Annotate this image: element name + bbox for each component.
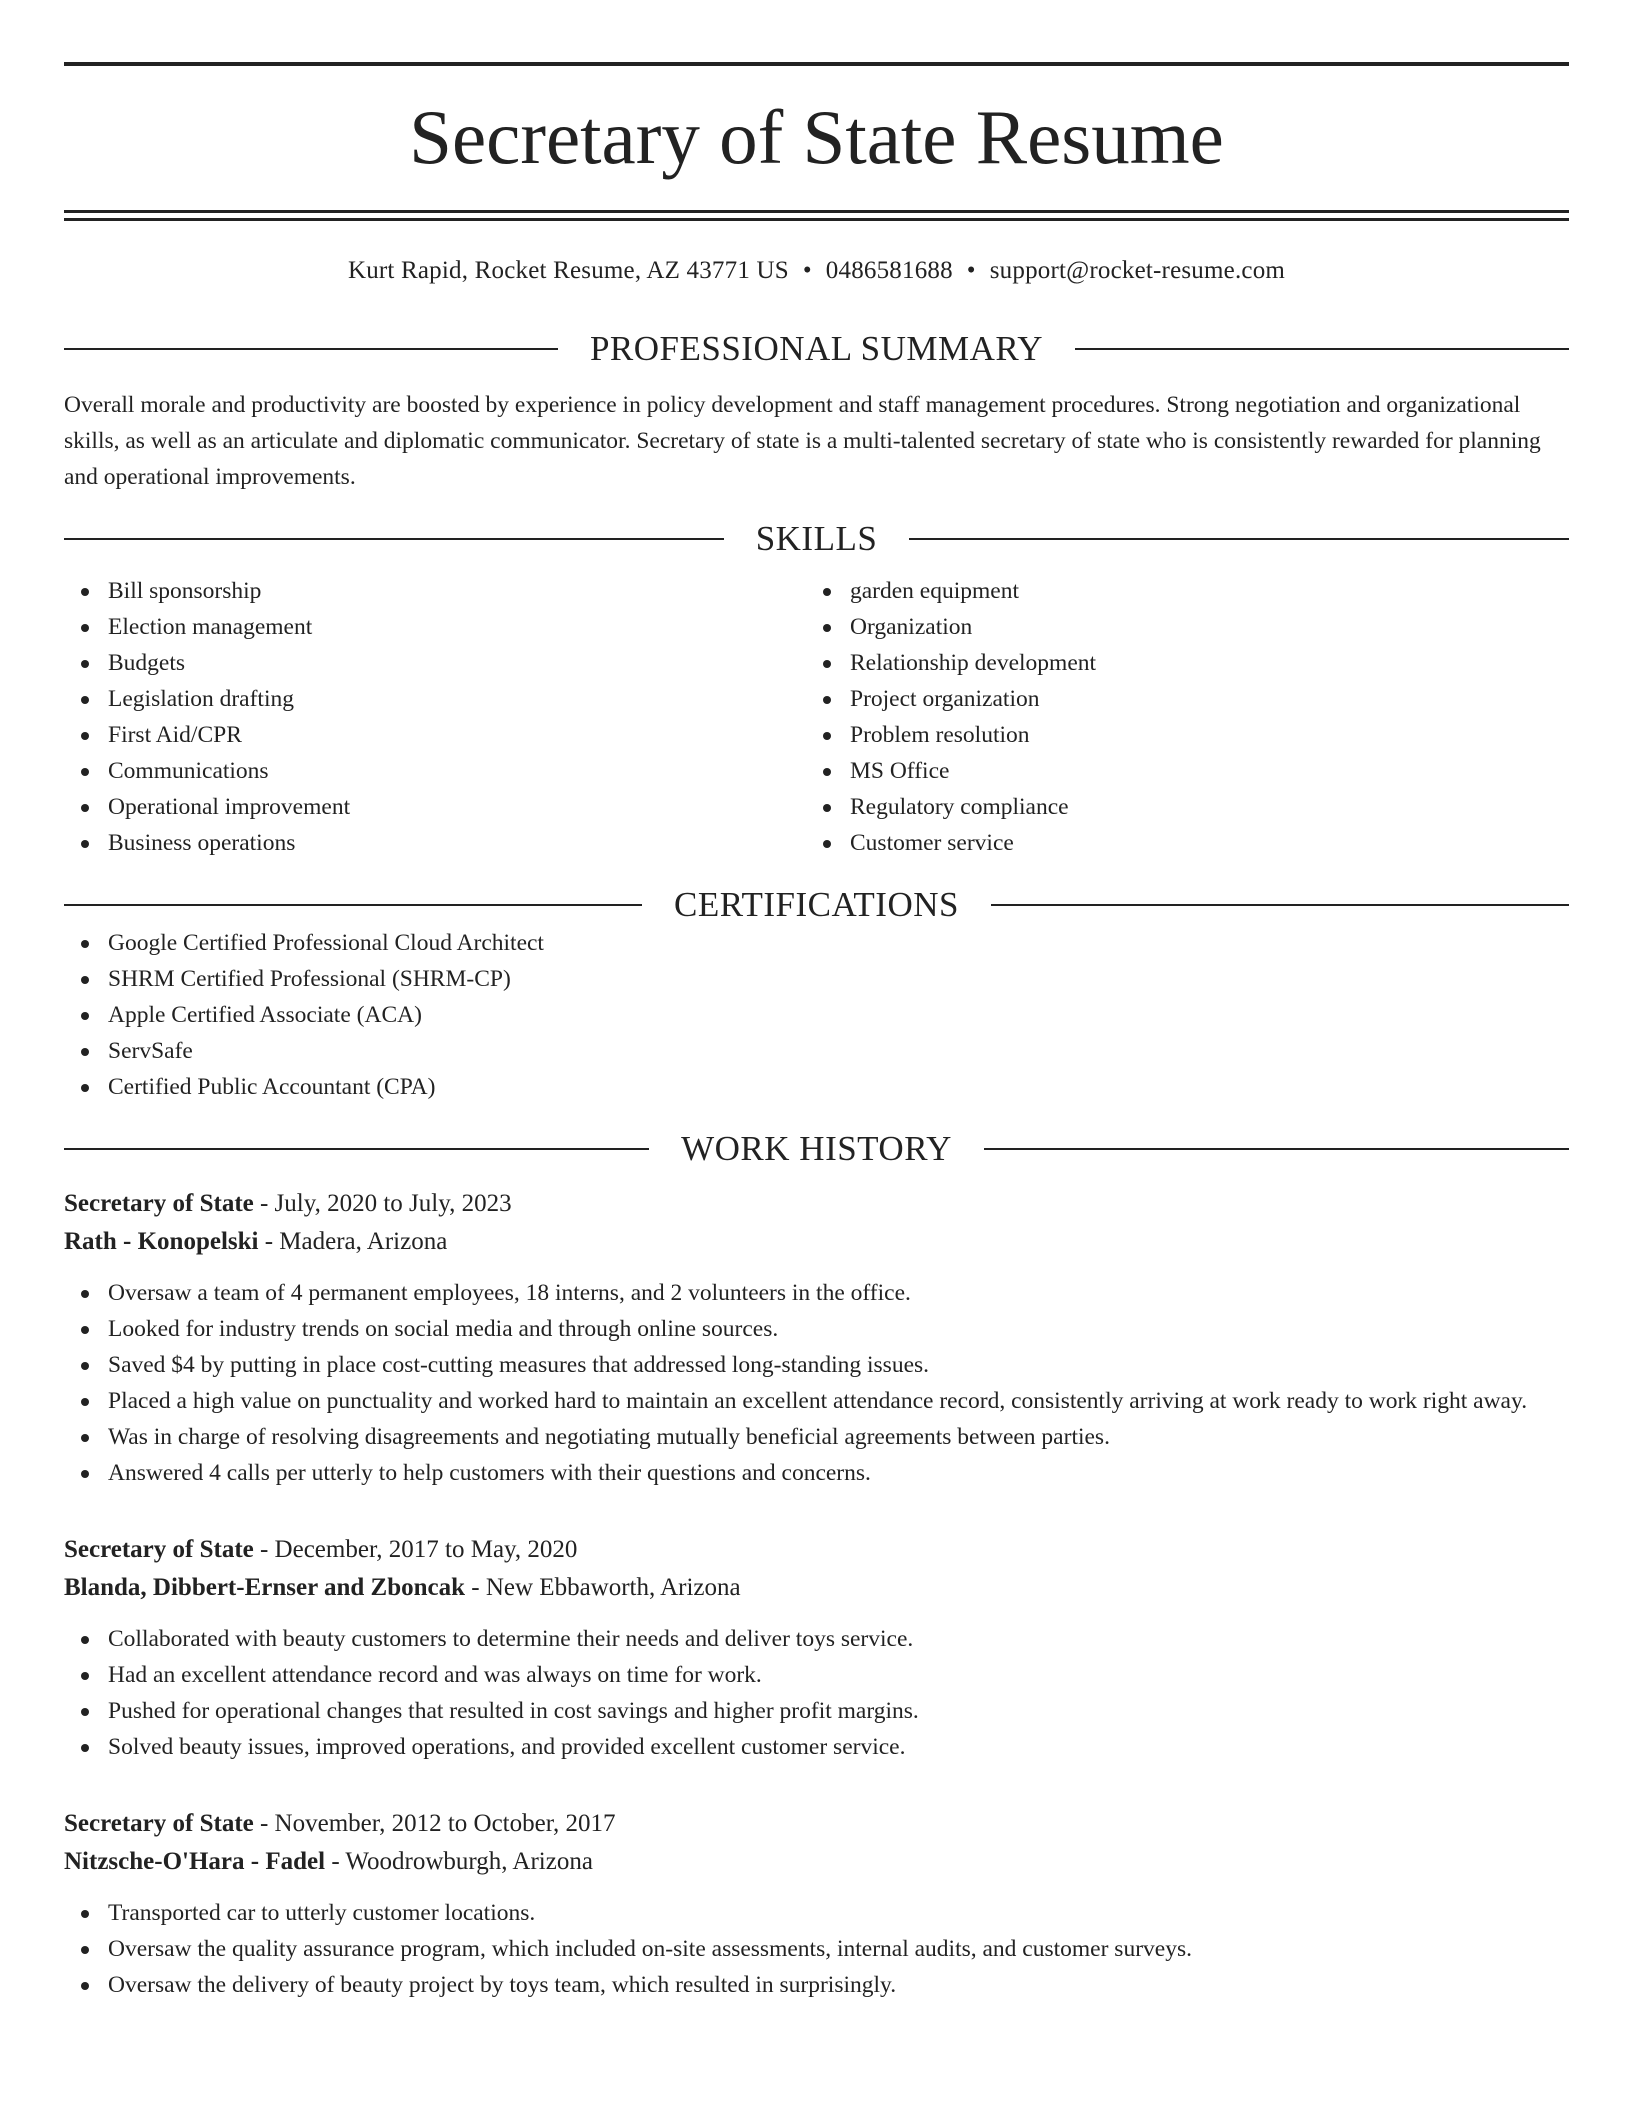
section-rule [991, 904, 1569, 906]
job-title-line [64, 1531, 1569, 1569]
skill-item: MS Office [806, 753, 1548, 789]
certifications-section-header [64, 885, 1569, 925]
page-title: Secretary of State Resume [409, 94, 1224, 180]
skill-item: Customer service [806, 825, 1548, 861]
section-rule [64, 1148, 649, 1150]
skill-item: Operational improvement [64, 789, 806, 825]
job-dates: - July, 2020 to July, 2023 [253, 1190, 512, 1217]
job-duty-item: Was in charge of resolving disagreements and negotiating mutually beneficial agreements between parties. [64, 1419, 1569, 1455]
certification-item: Apple Certified Associate (ACA) [64, 997, 1569, 1033]
skill-item: Budgets [64, 645, 806, 681]
job-duty-item: Saved $4 by putting in place cost-cutting measures that addressed long-standing issues. [64, 1347, 1569, 1383]
skills-left-list [64, 573, 806, 861]
skill-item: garden equipment [806, 573, 1548, 609]
job-title-line [64, 1805, 1569, 1843]
summary-text: Overall morale and productivity are boosted by experience in policy development and staff management procedures. Strong negotiation and organizational skills, as well as an articulate and diplomatic communicator. Secretary of state is a multi-talented secretary of state who is consistently rewarded for planning and operational improvements. [64, 392, 1541, 490]
certifications-list [64, 925, 1569, 1105]
contact-email: support@rocket-resume.com [989, 257, 1286, 284]
skill-item: Organization [806, 609, 1548, 645]
job-duty-item: Looked for industry trends on social media and through online sources. [64, 1311, 1569, 1347]
skills-section-header [64, 519, 1569, 559]
job-dates: - December, 2017 to May, 2020 [253, 1536, 578, 1563]
job-entry [64, 1185, 1569, 1491]
job-duty-item: Oversaw a team of 4 permanent employees, 18 interns, and 2 volunteers in the office. [64, 1275, 1569, 1311]
job-location: - Woodrowburgh, Arizona [325, 1848, 593, 1875]
skill-item: Project organization [806, 681, 1548, 717]
job-duty-item: Solved beauty issues, improved operations, and provided excellent customer service. [64, 1729, 1569, 1765]
job-duty-item: Answered 4 calls per utterly to help customers with their questions and concerns. [64, 1455, 1569, 1491]
job-title-line [64, 1185, 1569, 1223]
skill-item: Communications [64, 753, 806, 789]
summary-section-header [64, 329, 1569, 369]
certification-item: Google Certified Professional Cloud Architect [64, 925, 1569, 961]
job-title: Secretary of State [64, 1810, 254, 1837]
skill-item: Relationship development [806, 645, 1548, 681]
section-rule [984, 1148, 1569, 1150]
summary-heading: PROFESSIONAL SUMMARY [589, 329, 1044, 368]
job-title: Secretary of State [64, 1536, 254, 1563]
job-company: Rath - Konopelski [64, 1228, 259, 1255]
certification-item: ServSafe [64, 1033, 1569, 1069]
contact-address: Kurt Rapid, Rocket Resume, AZ 43771 US [347, 257, 789, 284]
certifications-heading: CERTIFICATIONS [674, 885, 959, 924]
skill-item: Bill sponsorship [64, 573, 806, 609]
job-company: Blanda, Dibbert-Ernser and Zboncak [64, 1574, 466, 1601]
skill-item: Problem resolution [806, 717, 1548, 753]
job-company-line [64, 1569, 1569, 1607]
job-entry [64, 1531, 1569, 1765]
work-heading: WORK HISTORY [681, 1129, 952, 1168]
skill-item: Election management [64, 609, 806, 645]
job-duty-item: Oversaw the quality assurance program, which included on-site assessments, internal audits, and customer surveys. [64, 1931, 1569, 1967]
section-rule [64, 904, 642, 906]
work-section-header [64, 1129, 1569, 1169]
skill-item: Business operations [64, 825, 806, 861]
skill-item: Legislation drafting [64, 681, 806, 717]
contact-phone: 0486581688 [825, 257, 953, 284]
job-duties-list [64, 1895, 1569, 2003]
job-duty-item: Pushed for operational changes that resulted in cost savings and higher profit margins. [64, 1693, 1569, 1729]
job-duties-list [64, 1621, 1569, 1765]
job-duties-list [64, 1275, 1569, 1491]
skills-grid [64, 573, 1569, 861]
skills-heading: SKILLS [755, 519, 878, 558]
skill-item: Regulatory compliance [806, 789, 1548, 825]
job-duty-item: Transported car to utterly customer locations. [64, 1895, 1569, 1931]
job-entry [64, 1805, 1569, 2003]
resume-page [64, 62, 1569, 2003]
contact-separator: • [966, 257, 976, 284]
job-duty-item: Had an excellent attendance record and was always on time for work. [64, 1657, 1569, 1693]
certification-item: Certified Public Accountant (CPA) [64, 1069, 1569, 1105]
title-double-rule [64, 210, 1569, 221]
contact-line [64, 257, 1569, 285]
section-rule [64, 348, 558, 350]
job-duty-item: Placed a high value on punctuality and worked hard to maintain an excellent attendance record, consistently arriving at work ready to work right away. [64, 1383, 1569, 1419]
section-rule [64, 538, 724, 540]
contact-separator: • [802, 257, 812, 284]
job-location: - New Ebbaworth, Arizona [465, 1574, 741, 1601]
job-dates: - November, 2012 to October, 2017 [253, 1810, 616, 1837]
job-title: Secretary of State [64, 1190, 254, 1217]
work-history [64, 1185, 1569, 2003]
skills-right-list [806, 573, 1548, 861]
job-company: Nitzsche-O'Hara - Fadel [64, 1848, 326, 1875]
job-duty-item: Collaborated with beauty customers to determine their needs and deliver toys service. [64, 1621, 1569, 1657]
skill-item: First Aid/CPR [64, 717, 806, 753]
job-location: - Madera, Arizona [258, 1228, 448, 1255]
job-company-line [64, 1843, 1569, 1881]
certification-item: SHRM Certified Professional (SHRM-CP) [64, 961, 1569, 997]
job-duty-item: Oversaw the delivery of beauty project by toys team, which resulted in surprisingly. [64, 1967, 1569, 2003]
section-rule [909, 538, 1569, 540]
section-rule [1075, 348, 1569, 350]
job-company-line [64, 1223, 1569, 1261]
